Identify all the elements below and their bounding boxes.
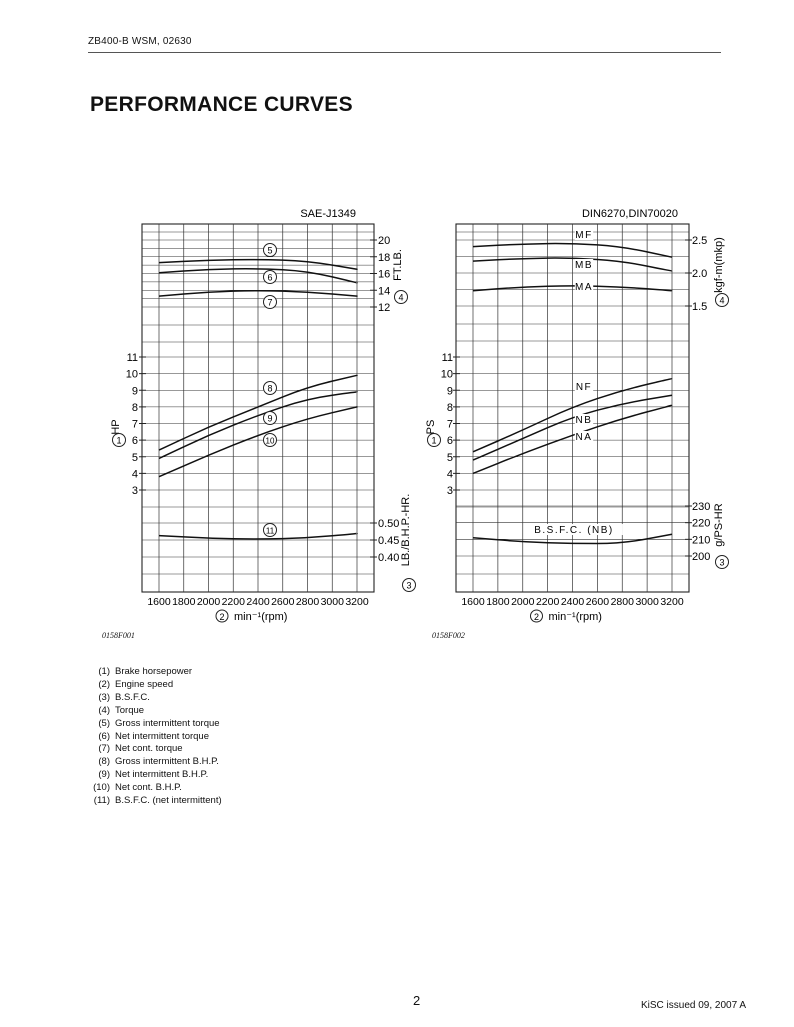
hp-tick-label: 6 [131,435,138,448]
hp-axis-label: HP [110,419,122,435]
document-id: ZB400-B WSM, 02630 [88,36,192,47]
torque-axis-label: FT.LB. [392,249,404,281]
hp-tick-label: 11 [126,352,138,364]
legend-label: Net cont. torque [115,743,183,755]
legend-label: B.S.F.C. [115,691,150,703]
bsfc-tick-label: 200 [692,551,711,563]
torque-tick-label: 14 [378,285,391,298]
series-label: NB [575,415,593,426]
hp-tick-label: 7 [131,418,138,431]
x-tick-label: 2000 [511,596,535,608]
series-label: 7 [267,297,273,308]
series-label: MF [575,230,593,241]
hp-tick-label: 11 [441,352,453,364]
x-tick-label: 2600 [271,596,295,608]
series-label: 5 [267,245,273,256]
x-tick-label: 3200 [345,596,369,608]
torque-tick-label: 16 [378,268,391,281]
x-tick-label: 2600 [585,596,610,608]
bsfc-tick-label: 0.40 [378,552,400,564]
bsfc-axis-label: g/PS-HR [713,503,725,547]
series-label: 10 [265,436,275,446]
bsfc-tick-label: 210 [692,534,711,547]
legend-label: B.S.F.C. (net intermittent) [115,795,222,807]
page-number: 2 [413,993,421,1008]
series-label: B.S.F.C. (NB) [534,525,614,536]
x-tick-label: 2800 [295,596,320,608]
legend-item [86,705,222,718]
legend-number: (8) [98,756,110,768]
series-label: 8 [267,383,273,394]
legend-number: (1) [98,666,110,677]
x-axis-marker: 2 [533,612,540,622]
legend-item [86,782,222,795]
bsfc-axis-marker: 3 [406,580,412,591]
x-axis-label: min⁻¹(rpm) [548,611,602,623]
torque-axis-marker: 4 [719,295,725,306]
x-tick-label: 2200 [535,596,560,608]
series-label: NF [575,382,593,393]
hp-tick-label: 3 [131,485,138,497]
series-label: NA [575,432,593,443]
page-title: PERFORMANCE CURVES [90,93,353,116]
hp-tick-label: 4 [446,468,453,481]
hp-tick-label: 6 [446,435,453,448]
legend-label: Engine speed [115,678,174,690]
legend-number: (9) [98,769,110,781]
legend-label: Gross intermittent torque [115,717,220,729]
x-axis-marker: 2 [219,612,225,622]
x-tick-label: 2200 [221,596,245,608]
legend-item [86,666,222,679]
x-tick-label: 3000 [635,596,659,608]
legend-item [86,756,222,769]
hp-tick-label: 4 [131,468,138,481]
bsfc-axis-marker: 3 [719,557,725,568]
hp-tick-label: 10 [125,368,138,381]
series-label: MB [575,260,593,271]
hp-tick-label: 8 [446,401,453,414]
x-tick-label: 1600 [461,596,485,608]
chart-standard-label: SAE-J1349 [300,208,356,220]
series-label: 6 [267,272,273,283]
legend-label: Net intermittent torque [115,730,209,742]
legend-label: Net cont. B.H.P. [115,782,182,794]
legend-number: (5) [98,717,110,729]
bsfc-tick-label: 0.45 [378,535,400,547]
hp-tick-label: 9 [446,385,453,398]
series-label: 11 [265,526,275,536]
legend-item [86,718,222,731]
torque-tick-label: 12 [378,302,391,314]
hp-tick-label: 5 [446,451,453,464]
x-tick-label: 2000 [196,596,221,608]
chart-caption-din: 0158F002 [432,631,465,640]
x-tick-label: 3000 [320,596,344,608]
bsfc-tick-label: 0.50 [378,518,400,530]
x-tick-label: 2800 [610,596,634,608]
legend-item [86,731,222,744]
hp-tick-label: 8 [131,401,138,414]
x-axis-label: min⁻¹(rpm) [234,611,288,623]
legend-number: (3) [98,691,110,703]
hp-tick-label: 10 [440,368,453,381]
hp-axis-marker: 1 [431,435,437,446]
hp-tick-label: 7 [446,418,453,431]
torque-tick-label: 2.5 [692,235,708,247]
series-label: MA [575,282,593,293]
legend-number: (2) [98,678,110,690]
x-tick-label: 3200 [660,596,684,608]
torque-tick-label: 18 [378,251,391,264]
torque-tick-label: 20 [378,235,391,247]
legend-label: Torque [115,704,145,716]
series-label: 9 [267,413,273,424]
hp-axis-label: PS [425,419,437,435]
x-tick-label: 1800 [486,596,510,608]
torque-axis-marker: 4 [398,292,404,303]
hp-tick-label: 3 [446,485,453,497]
x-tick-label: 1600 [147,596,171,608]
torque-tick-label: 2.0 [692,268,708,280]
bsfc-tick-label: 220 [692,517,711,530]
legend-number: (6) [98,730,110,742]
torque-tick-label: 1.5 [692,301,708,313]
legend-number: (4) [98,704,110,716]
legend-item [86,769,222,782]
legend-item [86,795,222,808]
x-tick-label: 2400 [246,596,270,608]
bsfc-tick-label: 230 [692,501,711,513]
x-tick-label: 1800 [172,596,196,608]
legend-number: (7) [98,743,110,755]
legend-item [86,743,222,756]
legend-item [86,692,222,705]
hp-axis-marker: 1 [116,435,122,446]
issue-note: KiSC issued 09, 2007 A [641,1000,747,1011]
x-tick-label: 2400 [560,596,585,608]
legend-number: (10) [93,782,110,794]
chart-caption-sae: 0158F001 [102,631,135,640]
legend [86,666,222,808]
hp-tick-label: 9 [131,385,138,398]
legend-label: Gross intermittent B.H.P. [115,756,219,768]
torque-axis-label: kgf-m(mkp) [713,237,725,293]
legend-label: Net intermittent B.H.P. [115,769,209,781]
legend-label: Brake horsepower [115,666,193,677]
legend-number: (11) [93,795,110,807]
hp-tick-label: 5 [131,451,138,464]
bsfc-axis-label: LB./B.H.P.-HR. [400,493,412,567]
legend-item [86,679,222,692]
chart-standard-label: DIN6270,DIN70020 [581,208,678,220]
